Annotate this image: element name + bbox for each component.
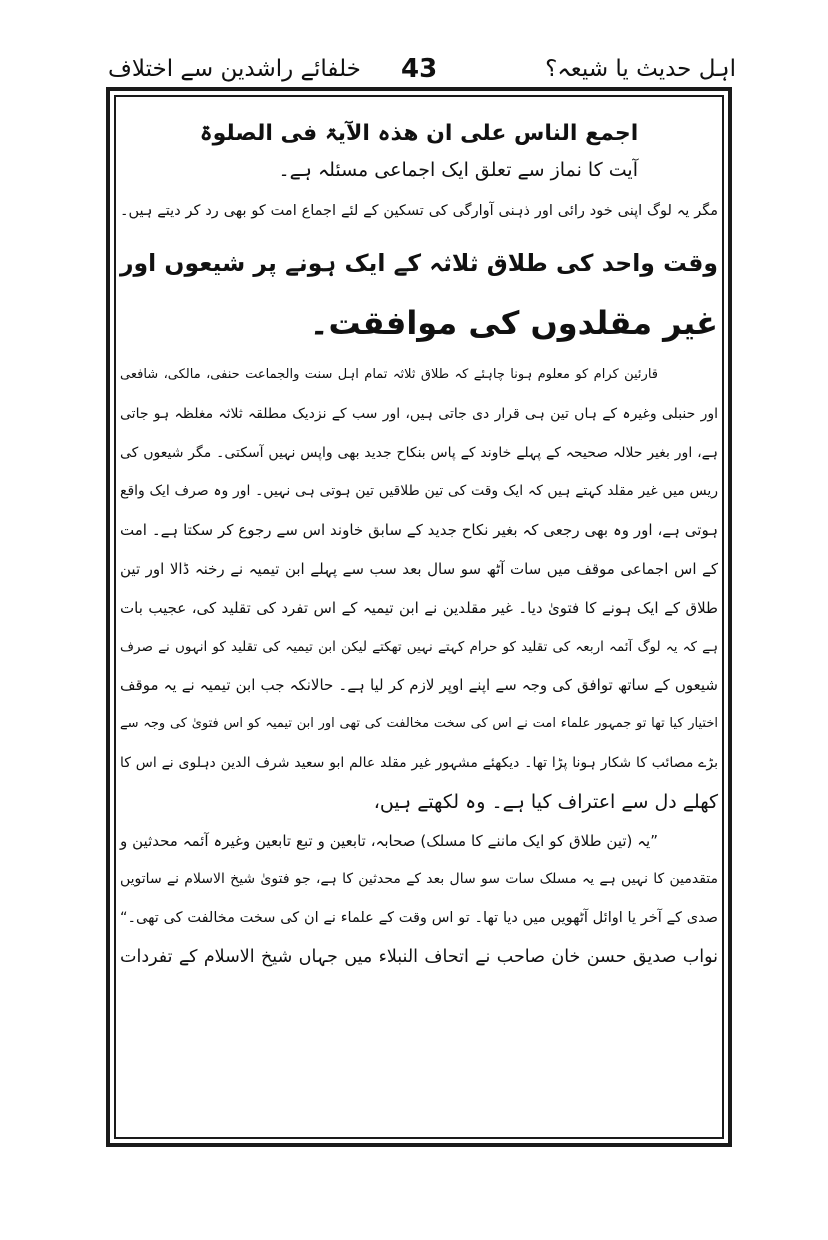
text-line: بڑے مصائب کا شکار ہونا پڑا تھا۔ دیکھئے مشہور غیر مقلد عالم ابو سعید شرف الدین دہلوی نے اس کا: [120, 754, 718, 771]
text-line: شیعوں کے ساتھ توافق کی وجہ سے اپنے اوپر لازم کر لیا ہے۔ حالانکہ جب ابن تیمیہ نے یہ موقف: [120, 676, 718, 695]
text-line: قارئین کرام کو معلوم ہونا چاہئے کہ طلاق ثلاثہ تمام اہل سنت والجماعت حنفی، مالکی، شافعی: [120, 367, 658, 382]
quote-line: ”یہ (تین طلاق کو ایک ماننے کا مسلک) صحابہ، تابعین و تبع تابعین وغیرہ آئمہ محدثین و: [120, 831, 658, 850]
text-line: ہوتی ہے، اور وہ بھی رجعی کہ بغیر نکاح جدید کے سابق خاوند اس سے رجوع کر سکتا ہے۔ امت: [120, 521, 718, 540]
quote-line: متقدمین کا نہیں ہے یہ مسلک سات سو سال بعد کے محدثین کا ہے، جو فتویٰ شیخ الاسلام نے ساتویں: [120, 871, 718, 888]
text-line: طلاق کے ایک ہونے کا فتویٰ دیا۔ غیر مقلدین نے ابن تیمیہ کے اس تفرد کی تقلید کی، عجیب بات: [120, 598, 718, 617]
quote-line: صدی کے آخر یا اوائل آٹھویں میں دیا تھا۔ تو اس وقت کے علماء نے ان کی سخت مخالفت کی تھی۔“: [120, 910, 718, 927]
arabic-quote-heading: اجمع الناس علی ان ھذہ الآیۃ فی الصلوۃ: [199, 121, 639, 146]
paragraph: آیت کا نماز سے تعلق ایک اجماعی مسئلہ ہے۔: [278, 159, 638, 181]
text-line: کھلے دل سے اعتراف کیا ہے۔ وہ لکھتے ہیں،: [373, 790, 718, 813]
paragraph: مگر یہ لوگ اپنی خود رائی اور ذہنی آوارگی کی تسکین کے لئے اجماع امت کو بھی رد کر دیتے ہیں۔: [120, 203, 718, 219]
section-heading: غیر مقلدوں کی موافقت۔: [309, 304, 718, 342]
text-line: ہے، اور بغیر حلالہ صحیحہ کے پہلے خاوند کے پاس بنکاح جدید بھی واپس نہیں آسکتی۔ مگر شیعوں کی: [120, 444, 718, 461]
text-line: ریس میں غیر مقلد کہتے ہیں کہ ایک وقت کی تین طلاقیں تین ہوتی ہی نہیں۔ اور وہ صرف ایک واقع: [120, 483, 718, 500]
text-line: نواب صدیق حسن خان صاحب نے اتحاف النبلاء میں جہاں شیخ الاسلام کے تفردات: [120, 946, 718, 967]
text-line: کے اس اجماعی موقف میں سات آٹھ سو سال بعد سب سے پہلے ابن تیمیہ نے رخنہ ڈالا اور تین: [120, 559, 718, 578]
text-line: ہے کہ یہ لوگ آئمہ اربعہ کی تقلید کو حرام کہتے نہیں تھکتے لیکن ابن تیمیہ کی تقلید کو انہوں نے صرف: [120, 638, 718, 655]
text-line: اختیار کیا تھا تو جمہور علماء امت نے اس کی سخت مخالفت کی تھی اور ابن تیمیہ کو اس فتویٰ کی وجہ سے: [120, 716, 718, 732]
running-header: [108, 52, 736, 92]
body-text: [120, 356, 718, 977]
section-heading: وقت واحد کی طلاق ثلاثہ کے ایک ہونے پر شیعوں اور: [120, 249, 718, 277]
text-line: اور حنبلی وغیرہ کے ہاں تین ہی قرار دی جاتی ہیں، اور سب کے نزدیک مطلقہ ثلاثہ مغلظہ ہو جاتی: [120, 405, 718, 422]
page-number: 43: [401, 54, 438, 84]
page-content: [120, 108, 718, 977]
book-title: اہل حدیث یا شیعہ؟: [545, 56, 736, 82]
chapter-title: خلفائے راشدین سے اختلاف: [108, 56, 361, 82]
